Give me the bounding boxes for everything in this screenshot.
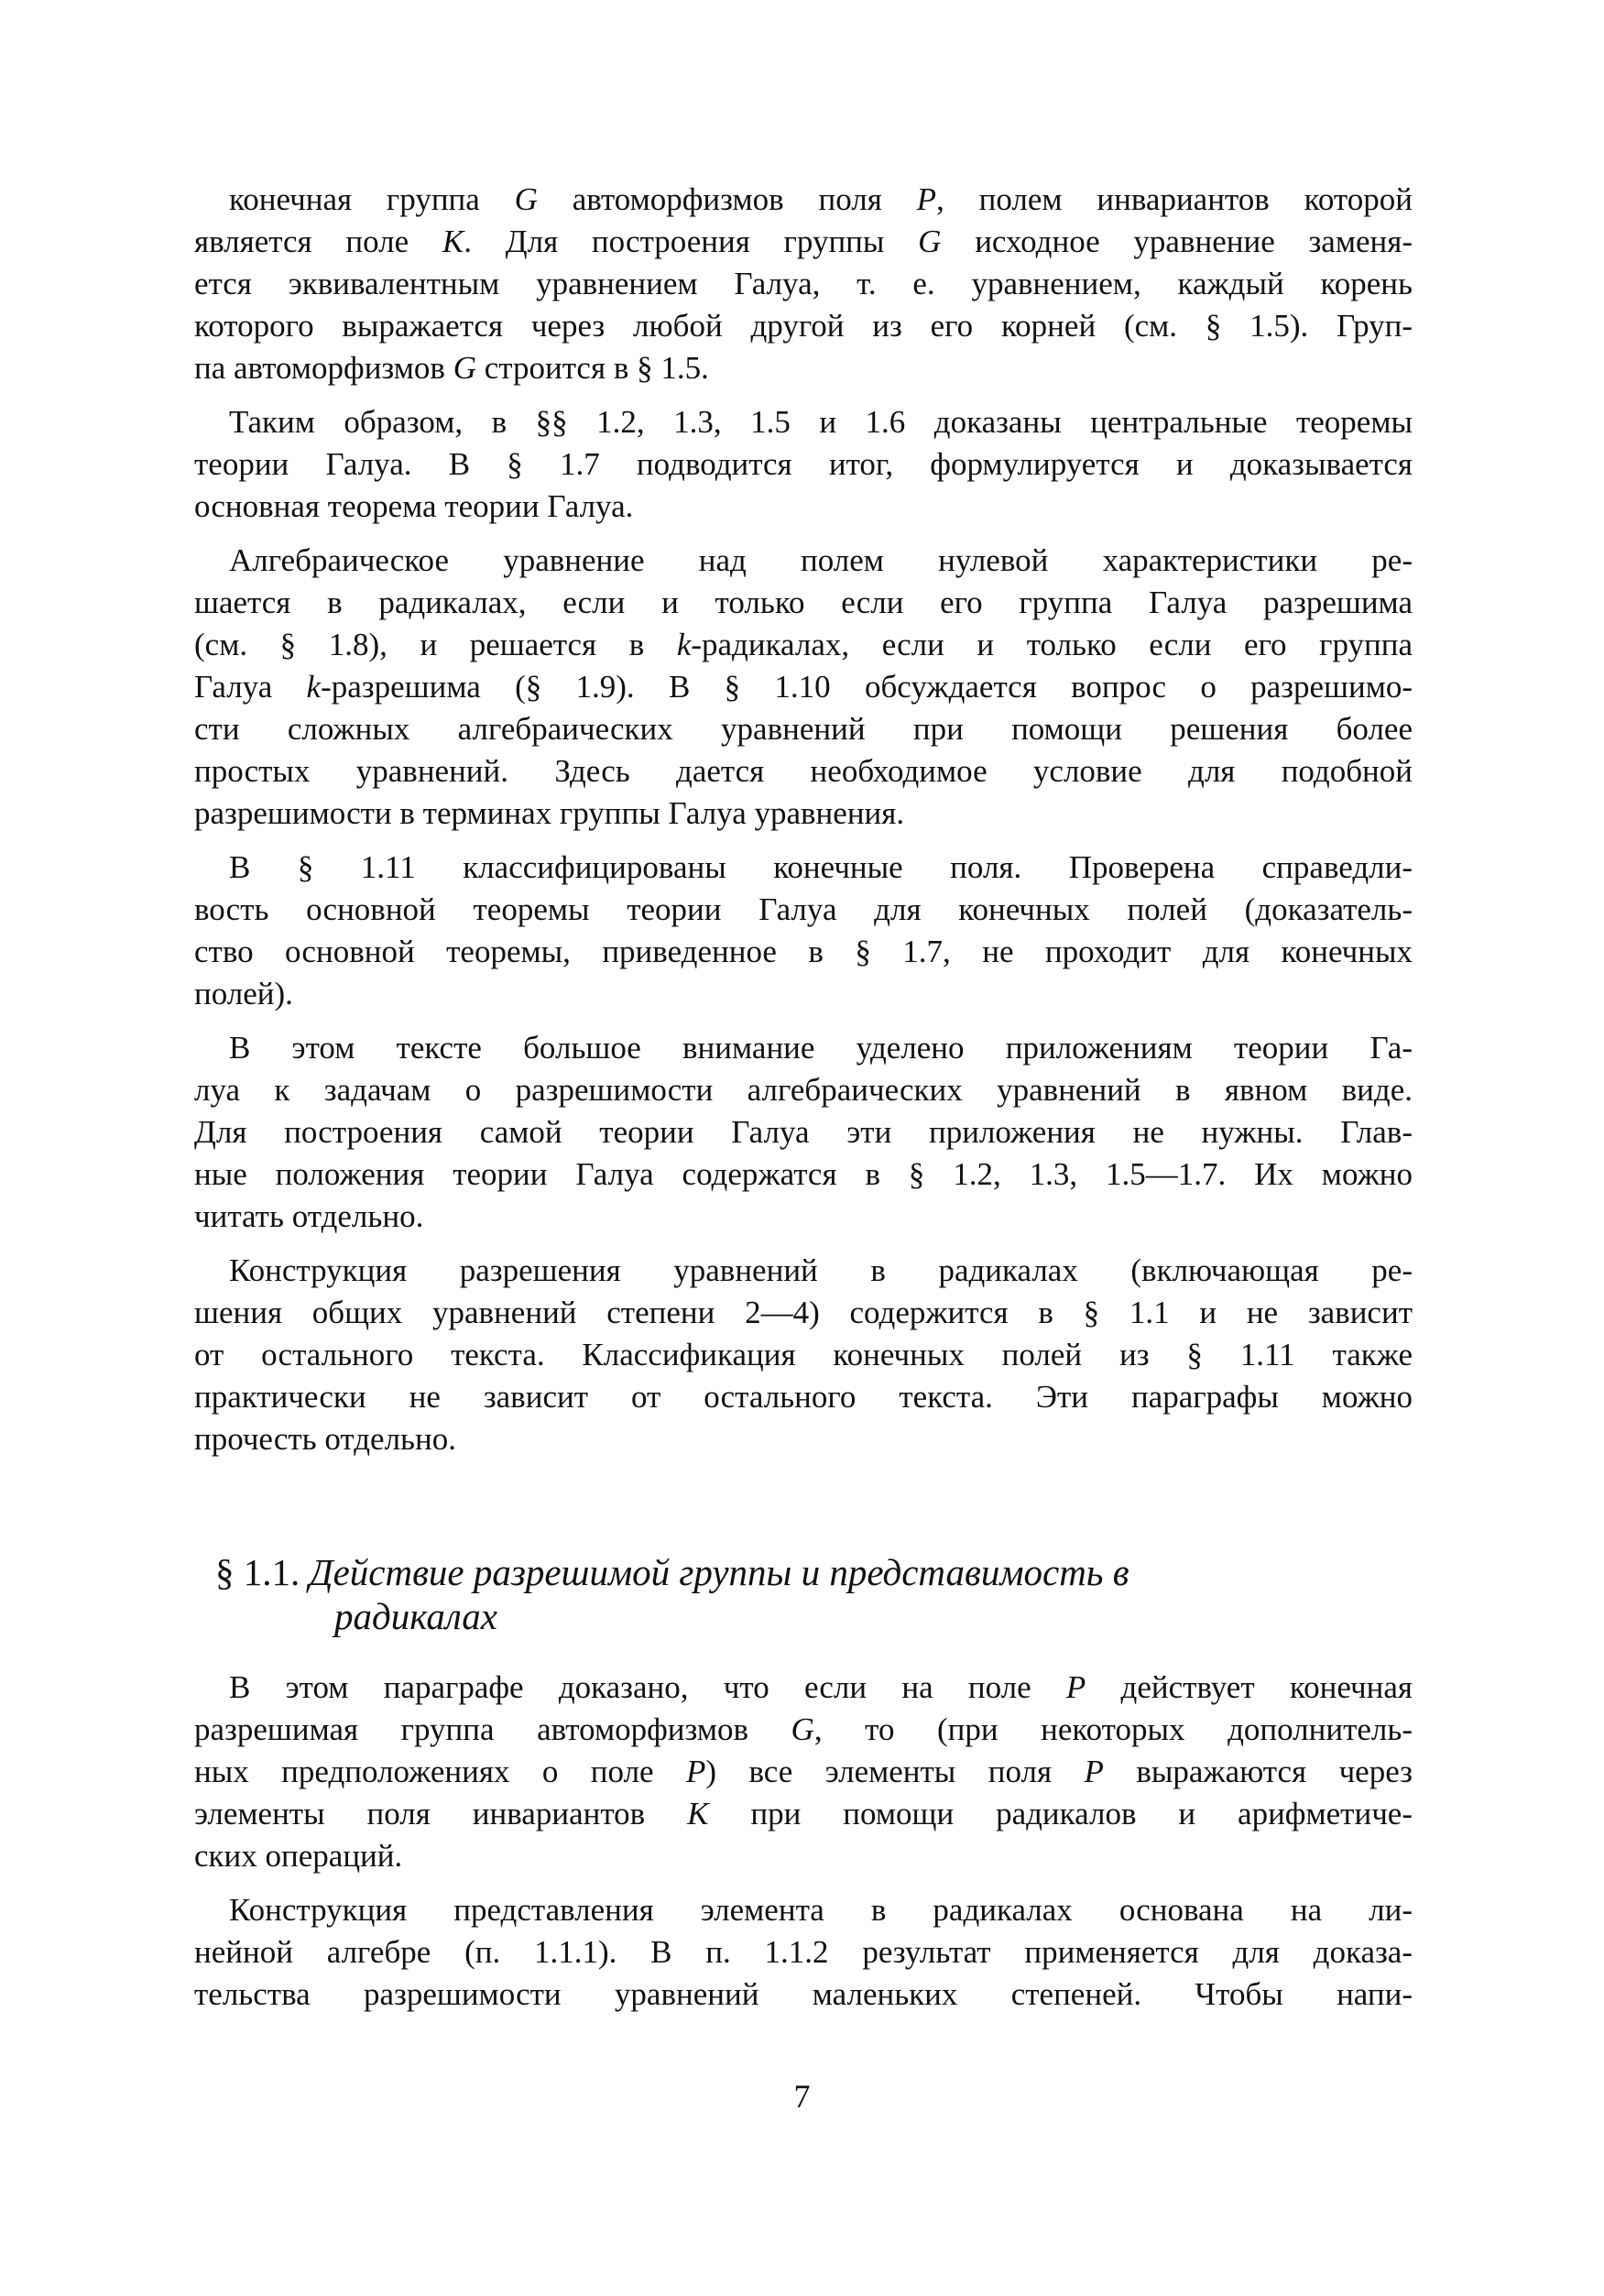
text-line: от остального текста. Классификация конечных полей из § 1.11 также [194, 1337, 1413, 1372]
text-line: Конструкция разрешения уравнений в радикалах (включающая ре- [229, 1252, 1413, 1288]
text-line: В этом параграфе доказано, что если на поле P действует конечная [229, 1669, 1413, 1705]
text-line: луа к задачам о разрешимости алгебраических уравнений в явном виде. [194, 1072, 1413, 1108]
intro-text [194, 179, 1413, 1460]
text-line: читать отдельно. [194, 1198, 424, 1234]
text-line: В этом тексте большое внимание уделено приложениям теории Га- [229, 1030, 1413, 1066]
section-title: Действие разрешимой группы и представимость в [309, 1551, 1129, 1593]
text-line: ется эквивалентным уравнением Галуа, т. е. уравнением, каждый корень [194, 266, 1413, 301]
paragraph [194, 1027, 1413, 1238]
paragraph [194, 401, 1413, 528]
text-line: практически не зависит от остального текста. Эти параграфы можно [194, 1379, 1413, 1415]
text-line: Алгебраическое уравнение над полем нулевой характеристики ре- [229, 542, 1413, 578]
text-line: Таким образом, в §§ 1.2, 1.3, 1.5 и 1.6 доказаны центральные теоремы [229, 404, 1413, 440]
text-line: простых уравнений. Здесь дается необходимое условие для подобной [194, 753, 1413, 789]
text-line: вость основной теоремы теории Галуа для конечных полей (доказатель- [194, 891, 1413, 927]
paragraph [194, 1667, 1413, 1877]
paragraph [194, 179, 1413, 389]
text-line: является поле K. Для построения группы G исходное уравнение заменя- [194, 224, 1413, 259]
text-line: Галуа k-разрешима (§ 1.9). В § 1.10 обсуждается вопрос о разрешимо- [194, 669, 1413, 705]
text-line: Для построения самой теории Галуа эти приложения не нужны. Глав- [194, 1114, 1413, 1150]
section-heading [215, 1550, 1129, 1638]
paragraph [194, 847, 1413, 1015]
text-line: ных предположениях о поле P) все элементы поля P выражаются через [194, 1754, 1413, 1789]
text-line: конечная группа G автоморфизмов поля P, полем инвариантов которой [229, 181, 1413, 217]
text-line: прочесть отдельно. [194, 1421, 456, 1457]
text-line: элементы поля инвариантов K при помощи радикалов и арифметиче- [194, 1796, 1413, 1831]
text-line: разрешимости в терминах группы Галуа уравнения. [194, 795, 905, 831]
text-line: разрешимая группа автоморфизмов G, то (при некоторых дополнитель- [194, 1711, 1413, 1747]
paragraph [194, 1889, 1413, 2016]
section-number: § 1.1. [215, 1551, 300, 1593]
text-line: ные положения теории Галуа содержатся в § 1.2, 1.3, 1.5—1.7. Их можно [194, 1156, 1413, 1192]
text-line: шения общих уравнений степени 2—4) содержится в § 1.1 и не зависит [194, 1295, 1413, 1330]
text-line: сти сложных алгебраических уравнений при помощи решения более [194, 711, 1413, 747]
text-line: основная теорема теории Галуа. [194, 488, 634, 524]
text-line: ских операций. [194, 1838, 403, 1874]
text-line: шается в радикалах, если и только если его группа Галуа разрешима [194, 585, 1413, 620]
text-line: па автоморфизмов G строится в § 1.5. [194, 350, 709, 386]
text-line: В § 1.11 классифицированы конечные поля. Проверена справедли- [229, 849, 1413, 885]
text-line: (см. § 1.8), и решается в k-радикалах, если и только если его группа [194, 627, 1413, 662]
text-line: нейной алгебре (п. 1.1.1). В п. 1.1.2 результат применяется для доказа- [194, 1934, 1413, 1970]
text-line: которого выражается через любой другой из его корней (см. § 1.5). Груп- [194, 308, 1413, 344]
section-title-continued: радикалах [334, 1595, 497, 1637]
text-line: теории Галуа. В § 1.7 подводится итог, формулируется и доказывается [194, 446, 1413, 482]
paragraph [194, 540, 1413, 835]
section-text [194, 1667, 1413, 2016]
text-line: полей). [194, 976, 293, 1011]
text-line: ство основной теоремы, приведенное в § 1.7, не проходит для конечных [194, 934, 1413, 969]
page-number: 7 [793, 2078, 811, 2115]
text-line: Конструкция представления элемента в радикалах основана на ли- [229, 1892, 1413, 1928]
paragraph [194, 1250, 1413, 1460]
text-line: тельства разрешимости уравнений маленьких степеней. Чтобы напи- [194, 1976, 1413, 2012]
